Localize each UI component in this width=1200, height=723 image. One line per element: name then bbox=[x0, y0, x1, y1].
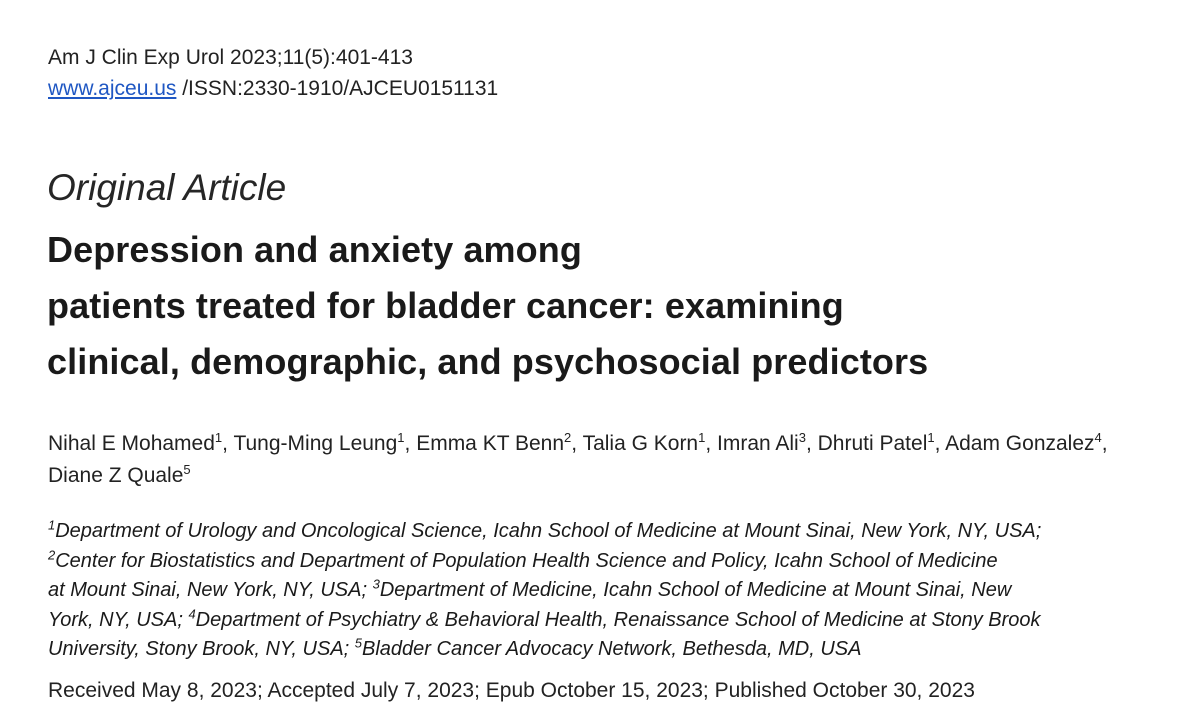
author-name: Nihal E Mohamed bbox=[48, 432, 215, 455]
author-affiliation-ref: 5 bbox=[183, 462, 191, 477]
author-affiliation-ref: 1 bbox=[214, 430, 223, 445]
author-affiliation-ref: 1 bbox=[698, 430, 706, 445]
author-name: Imran Ali bbox=[717, 432, 799, 455]
affiliation-number: 3 bbox=[372, 576, 380, 592]
author-affiliation-ref: 2 bbox=[564, 430, 572, 445]
journal-citation: Am J Clin Exp Urol 2023;11(5):401-413 bbox=[48, 46, 413, 69]
author-name: Talia G Korn bbox=[582, 432, 699, 455]
article-type: Original Article bbox=[47, 167, 287, 208]
affiliation-text: Center for Biostatistics and Department of Population Health Science and Policy, Icahn School of Medicine bbox=[55, 549, 998, 572]
author-list: Nihal E Mohamed$^1$, Tung-Ming Leung$^1$, Emma KT Benn$^2$, Talia G Korn$^1$, Imran Ali$^3$, Dhruti Patel$^1$, Adam Gonzalez$^4$, Diane Z Quale$^5$ bbox=[48, 430, 1108, 487]
article-title bbox=[47, 222, 928, 390]
article-title-line: clinical, demographic, and psychosocial predictors bbox=[47, 341, 929, 382]
journal-links-line bbox=[48, 73, 498, 104]
affiliation-text: Department of Psychiatry & Behavioral Health, Renaissance School of Medicine at Stony Brook bbox=[195, 608, 1041, 631]
affiliation-text: York, NY, USA; bbox=[48, 608, 189, 631]
affiliation-line bbox=[48, 547, 1168, 577]
affiliation-number: 4 bbox=[188, 605, 196, 621]
affiliation-line bbox=[48, 517, 1168, 547]
affiliation-number: 5 bbox=[354, 635, 363, 651]
author-name: Adam Gonzalez bbox=[945, 432, 1095, 455]
affiliation-line bbox=[48, 576, 1168, 606]
author-affiliation-ref: 1 bbox=[927, 430, 935, 445]
affiliation-text: Bladder Cancer Advocacy Network, Bethesda, MD, USA bbox=[362, 638, 862, 660]
journal-header bbox=[48, 42, 498, 104]
article-history: Received May 8, 2023; Accepted July 7, 2023; Epub October 15, 2023; Published October 30, 2023 bbox=[48, 679, 975, 702]
author-name: Tung-Ming Leung bbox=[233, 432, 398, 455]
affiliation-line bbox=[48, 635, 1168, 665]
affiliation-number: 2 bbox=[48, 546, 56, 562]
author-affiliation-ref: 4 bbox=[1094, 430, 1102, 445]
article-title-line: Depression and anxiety among bbox=[47, 229, 582, 270]
author-affiliation-ref: 1 bbox=[397, 430, 405, 445]
affiliations bbox=[48, 517, 1168, 665]
author-affiliation-ref: 3 bbox=[798, 430, 806, 445]
affiliation-text: Department of Urology and Oncological Science, Icahn School of Medicine at Mount Sinai, New York, NY, USA; bbox=[55, 520, 1042, 542]
author-name: Dhruti Patel bbox=[817, 432, 928, 455]
journal-issn: /ISSN:2330-1910/AJCEU0151131 bbox=[176, 77, 499, 100]
author-name: Emma KT Benn bbox=[416, 432, 565, 455]
affiliation-text: Department of Medicine, Icahn School of Medicine at Mount Sinai, New bbox=[379, 579, 1012, 601]
affiliation-number: 1 bbox=[48, 517, 56, 533]
author-name: Diane Z Quale bbox=[48, 464, 184, 487]
journal-website-link[interactable]: www.ajceu.us bbox=[48, 77, 177, 100]
affiliation-text: University, Stony Brook, NY, USA; bbox=[48, 638, 355, 660]
affiliation-text: at Mount Sinai, New York, NY, USA; bbox=[48, 579, 373, 601]
affiliation-line bbox=[48, 606, 1168, 636]
article-title-line: patients treated for bladder cancer: examining bbox=[47, 285, 844, 326]
